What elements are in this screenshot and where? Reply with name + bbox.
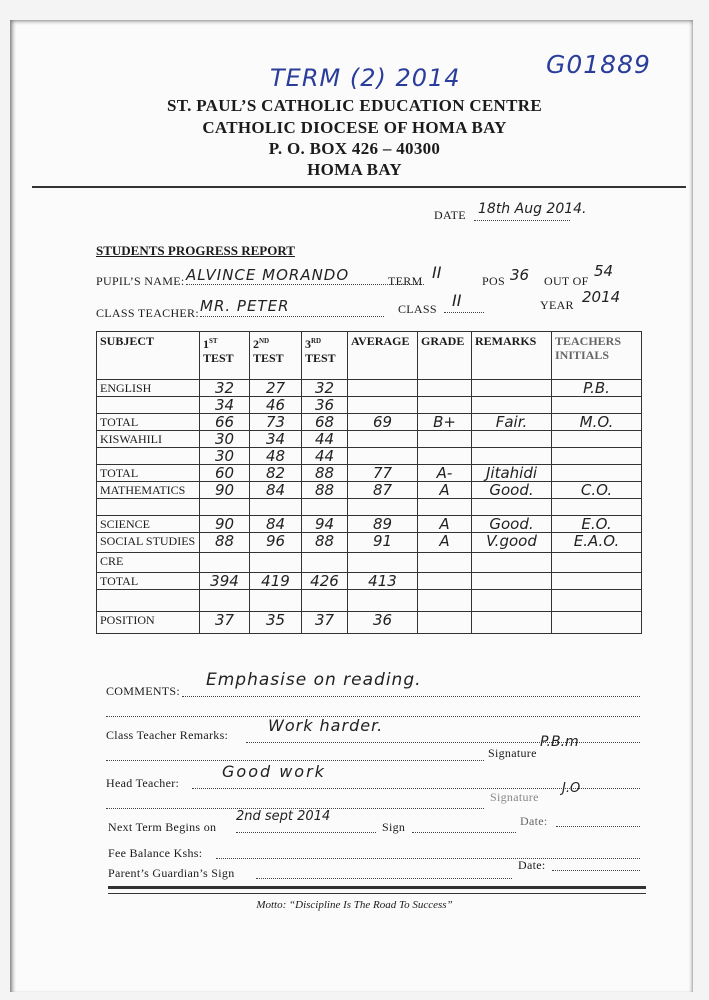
- col-test1: 1ST TEST: [200, 332, 250, 380]
- table-row: MATHEMATICS 90 84 88 87 A Good. C.O.: [97, 482, 642, 499]
- header-divider: [32, 186, 686, 188]
- class-teacher-value: MR. PETER: [200, 297, 290, 315]
- comments-line: [182, 696, 640, 697]
- class-teacher-remarks-label: Class Teacher Remarks:: [106, 728, 229, 742]
- fee-balance-line: [216, 858, 640, 859]
- term-value: II: [432, 263, 442, 282]
- col-grade: GRADE: [418, 332, 472, 380]
- school-name: ST. PAUL’S CATHOLIC EDUCATION CENTRE: [167, 96, 542, 115]
- year-value: 2014: [582, 288, 621, 306]
- next-term-value: 2nd sept 2014: [236, 809, 331, 824]
- table-row: SOCIAL STUDIES 88 96 88 91 A V.good E.A.O.: [97, 533, 642, 553]
- diocese-name: CATHOLIC DIOCESE OF HOMA BAY: [202, 118, 507, 137]
- head-teacher-label: Head Teacher:: [106, 776, 180, 790]
- table-row: [97, 590, 642, 612]
- term-annotation: TERM (2) 2014: [270, 64, 461, 92]
- date-label: DATE: [434, 208, 466, 222]
- sign-line: [412, 832, 516, 833]
- report-title: STUDENTS PROGRESS REPORT: [96, 243, 295, 258]
- col-test3: 3RD TEST: [302, 332, 348, 380]
- table-row: TOTAL 66 73 68 69 B+ Fair. M.O.: [97, 414, 642, 431]
- col-subject: SUBJECT: [97, 332, 200, 380]
- table-row: TOTAL 60 82 88 77 A- Jitahidi: [97, 465, 642, 482]
- table-row: ENGLISH 32 27 32 P.B.: [97, 380, 642, 397]
- out-of-label: OUT OF: [544, 274, 589, 288]
- date-line-3: [552, 870, 640, 871]
- date-label-2: Date:: [520, 814, 548, 828]
- signature-value-2: J.O: [562, 781, 581, 796]
- class-teacher-remarks-value: Work harder.: [268, 716, 384, 735]
- motto: Motto: “Discipline Is The Road To Success”: [256, 899, 453, 911]
- document-code: G01889: [546, 50, 651, 79]
- date-label-3: Date:: [518, 858, 546, 872]
- table-row: KISWAHILI 30 34 44: [97, 431, 642, 448]
- ct-remarks-line-2: [106, 760, 484, 761]
- grades-table: [96, 331, 642, 634]
- col-initials: TEACHERS INITIALS: [552, 332, 642, 380]
- parent-sign-label: Parent’s Guardian’s Sign: [108, 866, 235, 880]
- date-line: [474, 220, 570, 221]
- table-row: CRE: [97, 553, 642, 573]
- parent-sign-line: [256, 878, 512, 879]
- table-row: POSITION 37 35 37 36: [97, 612, 642, 634]
- class-teacher-label: CLASS TEACHER:: [96, 306, 199, 320]
- signature-label-2: Signature: [490, 790, 539, 804]
- class-line: [444, 312, 484, 313]
- col-remarks: REMARKS: [472, 332, 552, 380]
- pupil-name-label: PUPIL’S NAME:: [96, 274, 185, 288]
- town-name: HOMA BAY: [307, 160, 402, 179]
- next-term-line: [236, 832, 376, 833]
- ct-remarks-line: [246, 742, 640, 743]
- out-of-value: 54: [594, 262, 614, 280]
- footer-divider-top: [108, 886, 646, 889]
- signature-label: Signature: [488, 746, 537, 760]
- class-teacher-line: [200, 316, 384, 317]
- fee-balance-label: Fee Balance Kshs:: [108, 846, 203, 860]
- pupil-name-value: ALVINCE MORANDO: [186, 266, 350, 284]
- table-row: 34 46 36: [97, 397, 642, 414]
- footer-divider-bottom: [108, 893, 646, 894]
- sign-label: Sign: [382, 820, 406, 834]
- term-label: TERM: [388, 274, 423, 288]
- signature-value-1: P.B.m: [540, 734, 579, 750]
- table-row: [97, 499, 642, 516]
- class-label: CLASS: [398, 302, 437, 316]
- table-header-row: [97, 332, 642, 380]
- pos-value: 36: [510, 266, 530, 284]
- col-average: AVERAGE: [348, 332, 418, 380]
- year-label: YEAR: [540, 298, 574, 312]
- table-row: SCIENCE 90 84 94 89 A Good. E.O.: [97, 516, 642, 533]
- table-row: TOTAL 394 419 426 413: [97, 573, 642, 590]
- date-line-2: [556, 826, 640, 827]
- comments-value: Emphasise on reading.: [206, 670, 422, 690]
- comments-label: COMMENTS:: [106, 684, 181, 698]
- pos-label: POS: [482, 274, 505, 288]
- col-test2: 2ND TEST: [250, 332, 302, 380]
- date-value: 18th Aug 2014.: [478, 201, 587, 217]
- table-row: 30 48 44: [97, 448, 642, 465]
- head-teacher-value: Good work: [222, 762, 326, 781]
- postal-address: P. O. BOX 426 – 40300: [268, 139, 441, 158]
- next-term-label: Next Term Begins on: [108, 820, 217, 834]
- class-value: II: [452, 291, 462, 310]
